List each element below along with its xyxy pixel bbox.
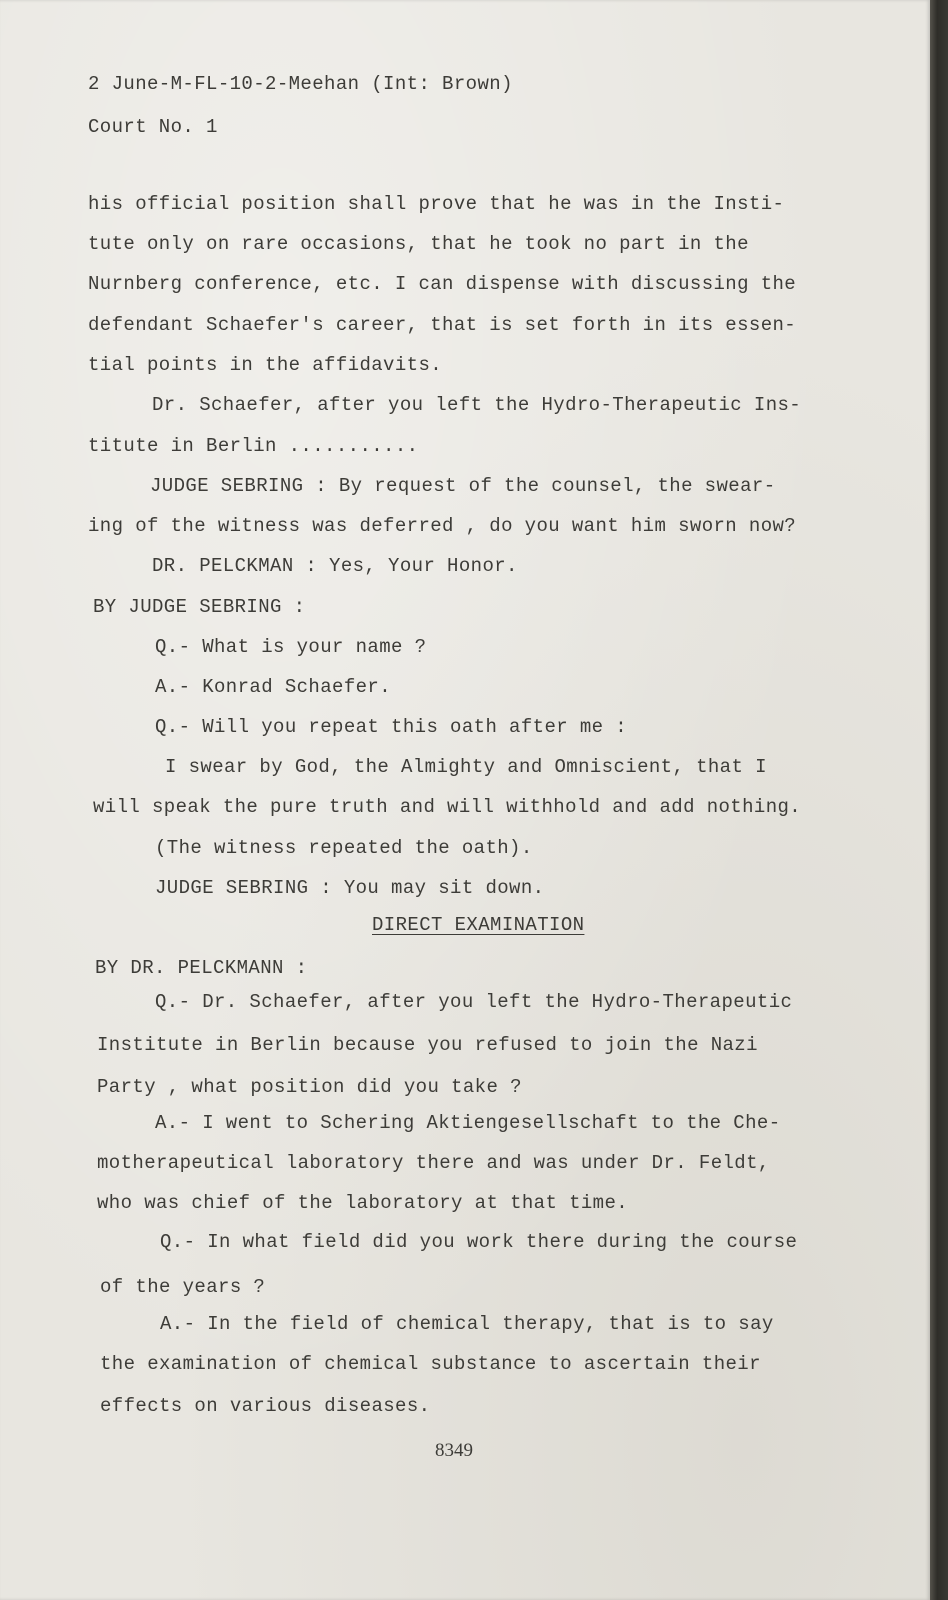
text-line: Dr. Schaefer, after you left the Hydro-Therapeutic Ins-: [152, 394, 802, 416]
text-line: his official position shall prove that he was in the Insti-: [88, 193, 785, 215]
text-line: tute only on rare occasions, that he took no part in the: [88, 233, 749, 255]
court-line: Court No. 1: [88, 116, 218, 138]
section-heading: DIRECT EXAMINATION: [372, 914, 585, 936]
text-line: BY JUDGE SEBRING :: [93, 596, 306, 618]
text-line: Nurnberg conference, etc. I can dispense with discussing the: [88, 273, 797, 295]
scan-edge: [930, 0, 948, 1600]
text-line: BY DR. PELCKMANN :: [95, 957, 308, 979]
text-line: will speak the pure truth and will withhold and add nothing.: [93, 796, 802, 818]
text-line: ing of the witness was deferred , do you want him sworn now?: [88, 515, 797, 537]
text-line: defendant Schaefer's career, that is set forth in its essen-: [88, 314, 797, 336]
text-line: Party , what position did you take ?: [97, 1076, 522, 1098]
text-line: DR. PELCKMAN : Yes, Your Honor.: [152, 555, 518, 577]
text-line: (The witness repeated the oath).: [155, 837, 533, 859]
header-line: 2 June-M-FL-10-2-Meehan (Int: Brown): [88, 73, 513, 95]
text-line: JUDGE SEBRING : You may sit down.: [155, 877, 545, 899]
text-line: effects on various diseases.: [100, 1395, 431, 1417]
page-number: 8349: [435, 1440, 473, 1461]
text-line: of the years ?: [100, 1276, 266, 1298]
text-line: titute in Berlin ...........: [88, 435, 419, 457]
text-line: Q.- Dr. Schaefer, after you left the Hydro-Therapeutic: [155, 991, 793, 1013]
text-line: Institute in Berlin because you refused to join the Nazi: [97, 1034, 758, 1056]
text-line: Q.- What is your name ?: [155, 636, 427, 658]
text-line: A.- In the field of chemical therapy, that is to say: [160, 1313, 774, 1335]
text-line: A.- Konrad Schaefer.: [155, 676, 392, 698]
text-line: I swear by God, the Almighty and Omniscient, that I: [165, 756, 767, 778]
text-line: Q.- In what field did you work there during the course: [160, 1231, 798, 1253]
text-line: who was chief of the laboratory at that time.: [97, 1192, 629, 1214]
text-line: A.- I went to Schering Aktiengesellschaft to the Che-: [155, 1112, 781, 1134]
text-line: Q.- Will you repeat this oath after me :: [155, 716, 628, 738]
text-line: tial points in the affidavits.: [88, 354, 443, 376]
text-line: motherapeutical laboratory there and was under Dr. Feldt,: [97, 1152, 770, 1174]
text-line: JUDGE SEBRING : By request of the counsel, the swear-: [150, 475, 776, 497]
text-line: the examination of chemical substance to ascertain their: [100, 1353, 761, 1375]
